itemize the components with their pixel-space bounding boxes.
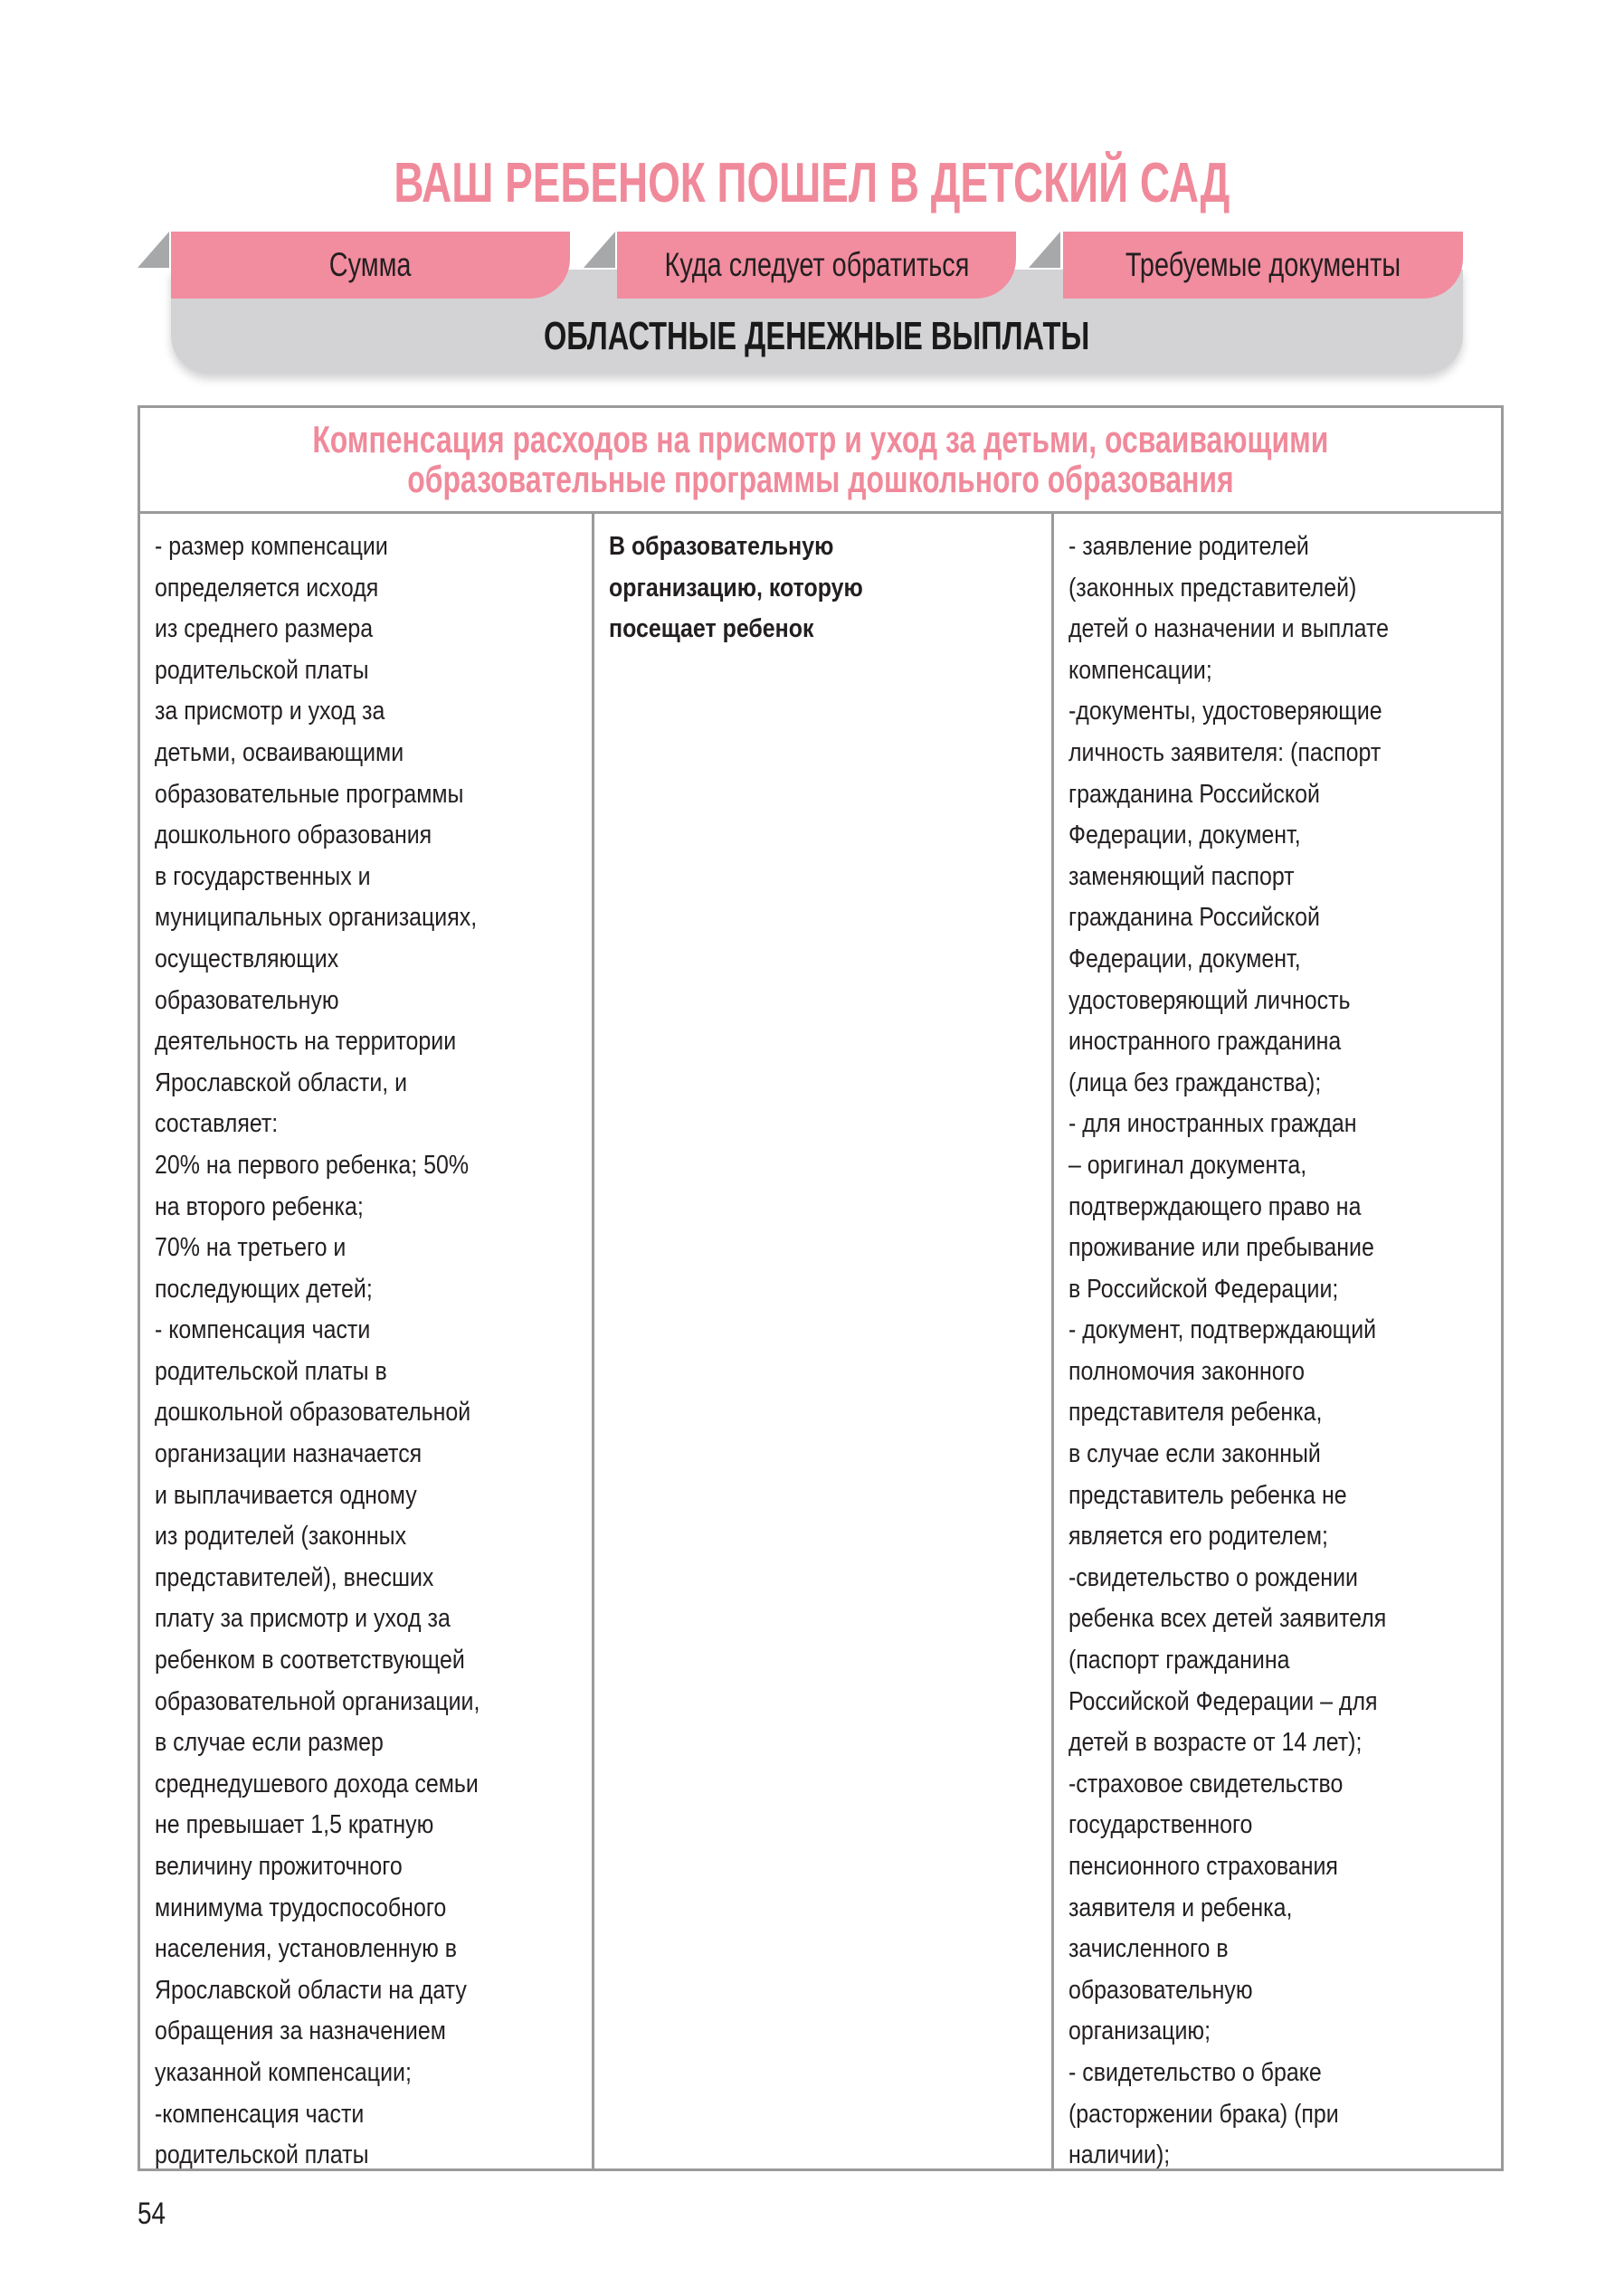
cell-text-line: -документы, удостоверяющие	[1068, 697, 1382, 726]
cell-text-line: государственного	[1068, 1810, 1253, 1840]
cell-text-line: населения, установленную в	[155, 1934, 457, 1964]
cell-text-line: не превышает 1,5 кратную	[155, 1810, 434, 1840]
cell-text-line: посещает ребенок	[609, 614, 814, 644]
column-amount	[140, 514, 594, 2168]
cell-text-line: за присмотр и уход за	[155, 697, 385, 726]
column-required-documents	[1054, 514, 1501, 2168]
cell-text-line: на второго ребенка;	[155, 1191, 364, 1221]
cell-text-line: детей о назначении и выплате	[1068, 614, 1390, 644]
tab-where-to-apply-label: Куда следует обратиться	[664, 246, 969, 283]
cell-text-line: (паспорт гражданина	[1068, 1646, 1290, 1675]
cell-text-line: полномочия законного	[1068, 1356, 1306, 1386]
section-label-text: ОБЛАСТНЫЕ ДЕНЕЖНЫЕ ВЫПЛАТЫ	[544, 313, 1090, 358]
cell-text-line: Ярославской области, и	[155, 1068, 408, 1097]
cell-text-line: организацию;	[1068, 2017, 1211, 2046]
cell-text-line: - размер компенсации	[155, 532, 388, 561]
section-label	[171, 299, 1463, 374]
cell-text-line: образовательную	[155, 985, 339, 1015]
table-heading-line: Компенсация расходов на присмотр и уход за детьми, осваивающими	[312, 418, 1329, 460]
cell-text-line: (расторжении брака) (при	[1068, 2099, 1339, 2129]
cell-text-line: образовательную	[1068, 1975, 1253, 2005]
cell-text-line: иностранного гражданина	[1068, 1027, 1342, 1057]
tab-fold-icon	[1029, 232, 1060, 268]
cell-text-line: компенсации;	[1068, 655, 1212, 685]
cell-text-line: в случае если законный	[1068, 1439, 1321, 1469]
cell-text-line: определяется исходя	[155, 573, 379, 603]
cell-text-line: подтверждающего право на	[1068, 1191, 1362, 1221]
cell-text-line: плату за присмотр и уход за	[155, 1604, 451, 1634]
cell-text-line: -страховое свидетельство	[1068, 1769, 1344, 1798]
cell-text-line: в государственных и	[155, 861, 371, 891]
tab-amount-label: Сумма	[329, 246, 412, 283]
cell-text-line: В образовательную	[609, 532, 834, 561]
cell-text-line: последующих детей;	[155, 1274, 373, 1304]
cell-text-line: - документ, подтверждающий	[1068, 1315, 1377, 1345]
tab-required-documents	[1063, 232, 1463, 299]
tab-where-to-apply	[617, 232, 1016, 299]
cell-text-line: в Российской Федерации;	[1068, 1274, 1339, 1304]
cell-text-line: - компенсация части	[155, 1315, 371, 1345]
cell-text-line: – оригинал документа,	[1068, 1150, 1307, 1180]
cell-text-line: и выплачивается одному	[155, 1480, 417, 1510]
cell-text-line: составляет:	[155, 1109, 279, 1139]
cell-text-line: родительской платы	[155, 2140, 369, 2170]
cell-text-line: наличии);	[1068, 2140, 1171, 2170]
cell-text-line: - свидетельство о браке	[1068, 2057, 1322, 2087]
table-heading-line: образовательные программы дошкольного образования	[407, 458, 1234, 500]
cell-text-line: проживание или пребывание	[1068, 1233, 1374, 1263]
cell-text-line: дошкольного образования	[155, 821, 432, 850]
cell-text-line: осуществляющих	[155, 944, 339, 973]
cell-text-line: представитель ребенка не	[1068, 1480, 1347, 1510]
cell-text-line: -свидетельство о рождении	[1068, 1562, 1358, 1592]
cell-text-line: величину прожиточного	[155, 1852, 403, 1881]
cell-text-line: пенсионного страхования	[1068, 1852, 1338, 1881]
cell-text-line: Федерации, документ,	[1068, 944, 1301, 973]
cell-text-line: деятельность на территории	[155, 1027, 457, 1057]
cell-text-line: (лица без гражданства);	[1068, 1068, 1322, 1097]
benefit-table	[138, 405, 1504, 2171]
tab-fold-icon	[584, 232, 615, 268]
cell-text-line: представителя ребенка,	[1068, 1398, 1323, 1428]
cell-text-line: в случае если размер	[155, 1728, 384, 1758]
cell-text-line: организацию, которую	[609, 573, 863, 603]
cell-text-line: детьми, осваивающими	[155, 737, 404, 767]
tab-required-documents-label: Требуемые документы	[1125, 246, 1401, 283]
cell-text-line: детей в возрасте от 14 лет);	[1068, 1728, 1363, 1758]
page-title-text: ВАШ РЕБЕНОК ПОШЕЛ В ДЕТСКИЙ САД	[394, 152, 1230, 214]
cell-text-line: среднедушевого дохода семьи	[155, 1769, 479, 1798]
cell-text-line: является его родителем;	[1068, 1522, 1328, 1552]
cell-text-line: - заявление родителей	[1068, 532, 1309, 561]
cell-text-line: 20% на первого ребенка; 50%	[155, 1150, 470, 1180]
cell-text-line: из среднего размера	[155, 614, 374, 644]
cell-text-line: образовательной организации,	[155, 1686, 480, 1716]
cell-text-line: заменяющий паспорт	[1068, 861, 1295, 891]
cell-text-line: Российской Федерации – для	[1068, 1686, 1378, 1716]
cell-text-line: удостоверяющий личность	[1068, 985, 1351, 1015]
page-title	[0, 152, 1624, 215]
cell-text-line: ребенка всех детей заявителя	[1068, 1604, 1387, 1634]
table-heading	[140, 408, 1501, 514]
cell-text-line: - для иностранных граждан	[1068, 1109, 1357, 1139]
cell-text-line: представителей), внесших	[155, 1562, 434, 1592]
cell-text-line: муниципальных организациях,	[155, 903, 478, 933]
cell-text-line: -компенсация части	[155, 2099, 365, 2129]
cell-text-line: Федерации, документ,	[1068, 821, 1301, 850]
cell-text-line: ребенком в соответствующей	[155, 1646, 465, 1675]
cell-text-line: Ярославской области на дату	[155, 1975, 467, 2005]
cell-text-line: (законных представителей)	[1068, 573, 1357, 603]
tab-amount	[171, 232, 570, 299]
cell-text-line: гражданина Российской	[1068, 779, 1320, 809]
cell-text-line: из родителей (законных	[155, 1522, 407, 1552]
cell-text-line: указанной компенсации;	[155, 2057, 412, 2087]
page-number	[138, 2197, 172, 2232]
tab-fold-icon	[138, 232, 169, 268]
cell-text-line: минимума трудоспособного	[155, 1893, 447, 1922]
cell-text-line: заявителя и ребенка,	[1068, 1893, 1293, 1922]
cell-text-line: гражданина Российской	[1068, 903, 1320, 933]
cell-text-line: 70% на третьего и	[155, 1233, 347, 1263]
cell-text-line: личность заявителя: (паспорт	[1068, 737, 1382, 767]
column-where-to-apply	[594, 514, 1054, 2168]
cell-text-line: дошкольной образовательной	[155, 1398, 471, 1428]
cell-text-line: образовательные программы	[155, 779, 464, 809]
cell-text-line: организации назначается	[155, 1439, 423, 1469]
cell-text-line: зачисленного в	[1068, 1934, 1229, 1964]
cell-text-line: родительской платы в	[155, 1356, 387, 1386]
cell-text-line: родительской платы	[155, 655, 369, 685]
page-number-text: 54	[138, 2197, 166, 2231]
cell-text-line: обращения за назначением	[155, 2017, 446, 2046]
